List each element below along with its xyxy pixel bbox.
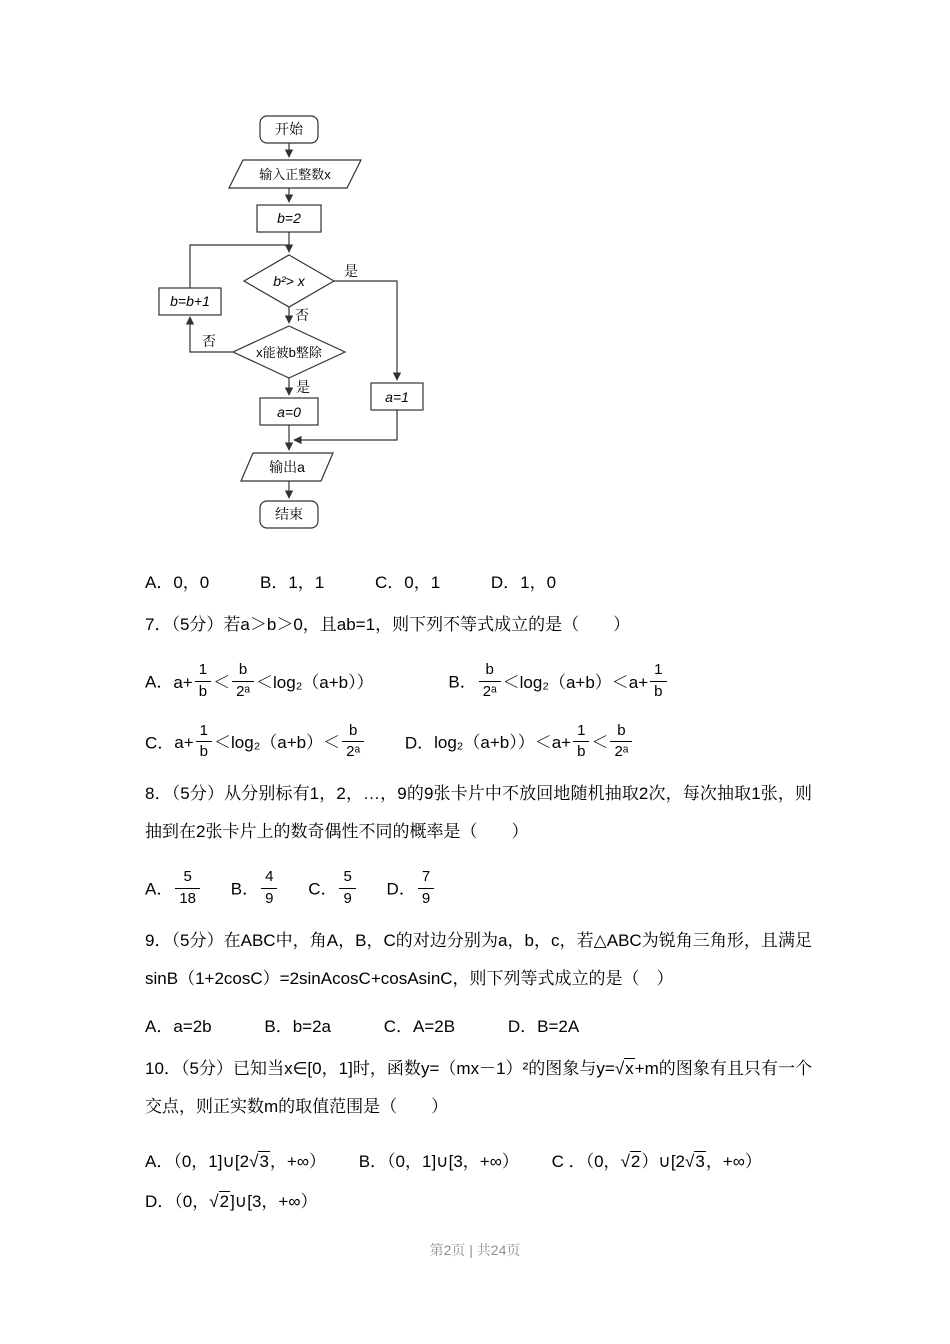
no2-label: 否 xyxy=(202,333,216,349)
yes1-label: 是 xyxy=(344,263,358,279)
output-label: 输出a xyxy=(269,459,305,475)
yes2-label: 是 xyxy=(296,379,310,395)
q8-option-d-expr: $\frac{7}{9}$ xyxy=(416,880,436,899)
q7-option-d-expr: log₂（a+b））＜a+ $\frac{1}{b}$ ＜ $\frac{b}{\text{2ᵃ}}$ xyxy=(434,733,634,752)
init-label: b=2 xyxy=(277,210,301,226)
q9-options-row xyxy=(145,1014,812,1040)
q10-option-b-expr: （0，1]∪[3，+∞） xyxy=(387,1151,519,1171)
q10-option-a-expr: （0，1]∪[2√3，+∞） xyxy=(173,1151,326,1171)
q10-option-c-label: C ． xyxy=(551,1151,586,1171)
q8-options-row xyxy=(145,869,812,912)
increment-label: b=b+1 xyxy=(170,293,210,309)
q7-options-row-2 xyxy=(145,723,812,766)
q8-stem: 8．（5分）从分别标有1，2，…，9的9张卡片中不放回地随机抽取2次，每次抽取1张，则抽到在2张卡片上的数奇偶性不同的概率是（ ） xyxy=(145,784,812,841)
q8-option-c-expr: $\frac{5}{9}$ xyxy=(337,880,357,899)
q7-option-c xyxy=(145,723,366,766)
q8-option-c xyxy=(308,869,358,912)
q7-option-b xyxy=(448,662,668,705)
q10-option-c-expr: （0，√2）∪[2√3，+∞） xyxy=(585,1151,762,1171)
flowchart xyxy=(145,0,812,540)
q8-option-d-label: D． xyxy=(386,879,416,899)
decision2-label: x能被b整除 xyxy=(256,345,322,360)
q7-option-c-expr: a+ $\frac{1}{b}$ ＜log₂（a+b）＜ $\frac{b}{\text{2ᵃ}}$ xyxy=(174,733,366,752)
q8-option-c-label: C． xyxy=(308,879,338,899)
q10-option-d xyxy=(145,1192,317,1211)
q8-option-b-label: B． xyxy=(230,879,260,899)
q6-option-c: C．0，1 xyxy=(374,573,441,592)
q7-option-d xyxy=(405,723,635,766)
q10-option-c xyxy=(552,1152,762,1171)
q8-option-a-label: A． xyxy=(145,879,174,899)
q10-option-a-label: A． xyxy=(145,1151,174,1171)
q7-option-c-label: C． xyxy=(145,733,175,753)
q6-option-a: A．0，0 xyxy=(145,573,210,592)
q7-stem: 7．（5分）若a＞b＞0，且ab=1，则下列不等式成立的是（ ） xyxy=(145,615,631,634)
q9-stem: 9．（5分）在ABC中，角A，B，C的对边分别为a，b，c，若△ABC为锐角三角形，且满足sinB（1+2cosC）=2sinAcosC+cosAsinC，则下列等式成立的是（ ） xyxy=(145,930,812,988)
q9-option-a: A．a=2b xyxy=(145,1016,212,1036)
flowchart-svg xyxy=(147,110,447,540)
q10-option-d-label: D． xyxy=(145,1191,175,1211)
q10-option-a xyxy=(145,1152,326,1171)
q10-stem: 10．（5分）已知当x∈[0，1]时，函数y=（mx－1）²的图象与y=√x+m的图象有且只有一个交点，则正实数m的取值范围是（ ） xyxy=(145,1058,812,1116)
q9-option-c: C．A=2B xyxy=(383,1016,456,1036)
q8-option-d xyxy=(387,869,437,912)
q7-option-b-expr: $\frac{b}{\text{2ᵃ}}$ ＜log₂（a+b）＜a+ $\frac{1}{b}$ xyxy=(477,673,669,692)
input-label: 输入正整数x xyxy=(259,167,331,182)
q6-options-row xyxy=(145,570,812,596)
end-label: 结束 xyxy=(275,506,303,522)
no1-label: 否 xyxy=(295,307,309,323)
yes-branch-line xyxy=(334,281,397,380)
q6-option-b: B．1，1 xyxy=(259,573,325,592)
a0-label: a=0 xyxy=(277,404,301,420)
decision1-label: b²> x xyxy=(273,273,305,289)
q8-option-b xyxy=(231,869,280,912)
start-label: 开始 xyxy=(275,121,303,137)
q10-option-b-label: B． xyxy=(358,1151,388,1171)
q9-option-d: D．B=2A xyxy=(507,1016,580,1036)
q8-option-b-expr: $\frac{4}{9}$ xyxy=(259,880,279,899)
q8-option-a-expr: $\frac{5}{18}$ xyxy=(173,880,202,899)
a1-label: a=1 xyxy=(385,389,409,405)
q8-option-a xyxy=(145,869,202,912)
q7-options-row-1 xyxy=(145,662,812,705)
q7-option-a-label: A． xyxy=(145,672,174,692)
q10-options-row xyxy=(145,1142,812,1222)
q7-option-a-expr: a+ $\frac{1}{b}$ ＜ $\frac{b}{\text{2ᵃ}}$ ＜log₂（a+b）） xyxy=(173,661,374,700)
q7-option-a xyxy=(145,662,374,705)
q6-option-d: D．1，0 xyxy=(490,573,557,592)
q7-option-b-label: B． xyxy=(448,672,477,692)
q10-option-d-expr: （0，√2]∪[3，+∞） xyxy=(174,1191,318,1211)
q7-option-d-label: D． xyxy=(404,733,435,753)
q10-option-b xyxy=(359,1152,519,1171)
page-footer: 第2页 | 共24页 xyxy=(429,1242,521,1258)
q9-option-b: B．b=2a xyxy=(264,1016,332,1036)
